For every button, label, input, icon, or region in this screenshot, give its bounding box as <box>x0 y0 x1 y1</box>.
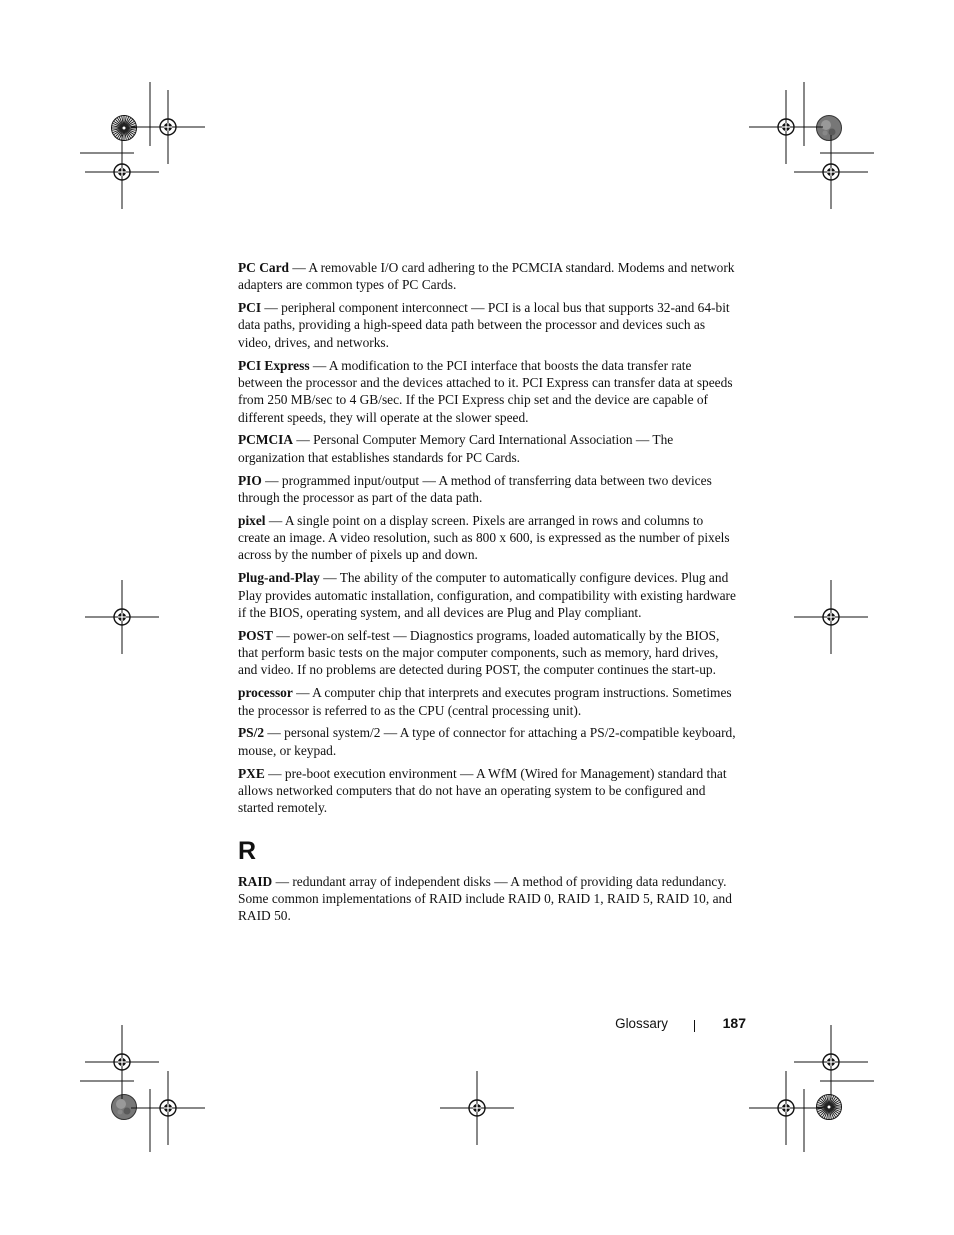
glossary-term: PCI <box>238 300 262 316</box>
glossary-definition: — personal system/2 — A type of connector for attaching a PS/2-compatible keyboard, mouse, or keypad. <box>238 725 736 758</box>
section-heading-r: R <box>238 836 257 865</box>
glossary-term: PXE <box>238 765 265 781</box>
glossary-term: Plug-and-Play <box>238 570 320 586</box>
glossary-entry-pixel <box>238 512 738 564</box>
glossary-term: PIO <box>238 472 262 488</box>
glossary-term: RAID <box>238 873 273 889</box>
glossary-term: PCI Express <box>238 357 310 373</box>
page-number: 187 <box>722 1015 746 1031</box>
glossary-term: processor <box>238 685 293 701</box>
glossary-term: POST <box>238 627 273 643</box>
glossary-definition: — Personal Computer Memory Card International Association — The organization that establishes standards for PC Cards. <box>238 432 674 465</box>
glossary-definition: — A removable I/O card adhering to the PCMCIA standard. Modems and network adapters are common types of PC Cards. <box>238 260 735 293</box>
glossary-entry-ps2 <box>238 724 738 759</box>
glossary-definition: — power-on self-test — Diagnostics programs, loaded automatically by the BIOS, that perform basic tests on the major computer components, such as memory, hard drives, and video. If no problems are detected during POST, the computer continues the start-up. <box>238 627 720 678</box>
glossary-definition: — redundant array of independent disks — A method of providing data redundancy. Some common implementations of RAID include RAID 0, RAID 1, RAID 5, RAID 10, and RAID 50. <box>238 873 732 924</box>
footer-section-label: Glossary <box>615 1016 668 1031</box>
glossary-term: PS/2 <box>238 725 265 741</box>
glossary-entry-plug-and-play <box>238 569 738 621</box>
glossary-entry-pci <box>238 299 738 351</box>
glossary-term: PC Card <box>238 260 289 275</box>
glossary-definition: — pre-boot execution environment — A WfM (Wired for Management) standard that allows networked computers that do not have an operating system to be configured and started remotely. <box>238 765 727 816</box>
glossary-definition: — A single point on a display screen. Pixels are arranged in rows and columns to create an image. A video resolution, such as 800 x 600, is expressed as the number of pixels across by the number of pixels up and down. <box>238 512 730 563</box>
glossary-entry-pci-express <box>238 357 738 426</box>
page-footer <box>560 1014 746 1034</box>
glossary-content <box>238 259 738 930</box>
glossary-entry-post <box>238 627 738 679</box>
glossary-term: PCMCIA <box>238 432 294 448</box>
glossary-term: pixel <box>238 512 266 528</box>
glossary-definition: — A computer chip that interprets and executes program instructions. Sometimes the processor is referred to as the CPU (central processing unit). <box>238 685 732 718</box>
glossary-definition: — peripheral component interconnect — PCI is a local bus that supports 32-and 64-bit data paths, providing a high-speed data path between the processor and devices such as video, drives, and networks. <box>238 300 730 350</box>
glossary-entry-raid <box>238 873 738 925</box>
glossary-entry-pcmcia <box>238 431 738 466</box>
glossary-entry-pxe <box>238 765 738 817</box>
glossary-definition: — The ability of the computer to automatically configure devices. Plug and Play provides automatic installation, configuration, and compatibility with existing hardware if the BIOS, operating system, and all devices are Plug and Play compliant. <box>238 570 736 620</box>
glossary-entry-pc-card <box>238 259 738 294</box>
footer-divider <box>694 1020 695 1032</box>
glossary-entry-pio <box>238 472 738 507</box>
glossary-entry-processor <box>238 684 738 719</box>
glossary-definition: — A modification to the PCI interface that boosts the data transfer rate between the processor and the devices attached to it. PCI Express can transfer data at speeds from 250 MB/sec to 4 GB/sec. If the PCI Express chip set and the device are capable of different speeds, they will operate at the slower speed. <box>238 357 733 425</box>
glossary-definition: — programmed input/output — A method of transferring data between two devices through the processor as part of the data path. <box>238 472 712 505</box>
